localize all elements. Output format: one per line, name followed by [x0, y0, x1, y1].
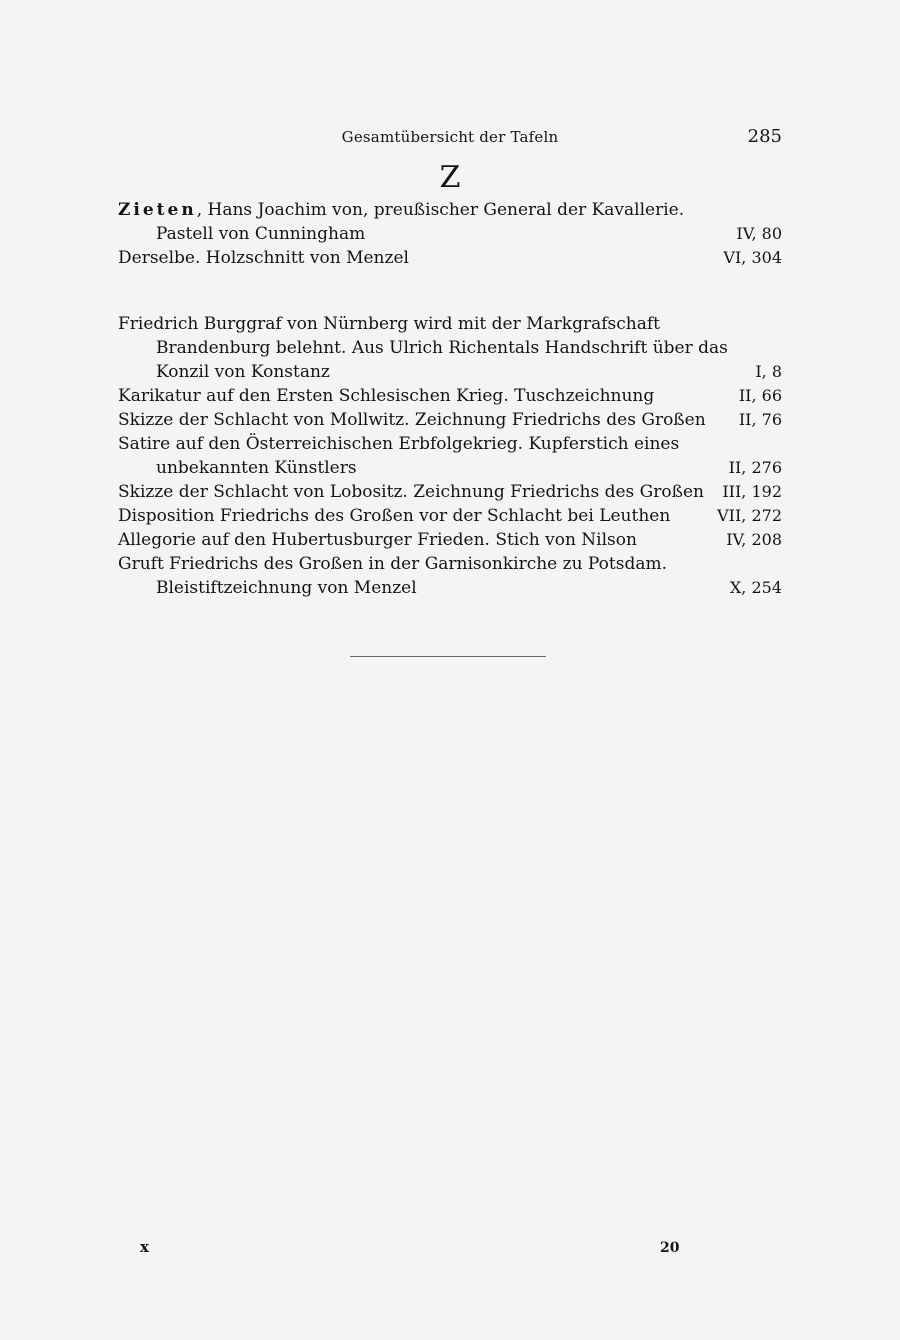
list-item	[118, 408, 782, 432]
entry-text: Karikatur auf den Ersten Schlesischen Krieg. Tuschzeichnung	[118, 386, 655, 406]
entry-text: Friedrich Burggraf von Nürnberg wird mit der Markgrafschaft Brandenburg belehnt. Aus Ulrich Richentals Handschrift über das Konzil von Konstanz	[118, 314, 728, 382]
list-item	[118, 552, 782, 600]
plate-reference: I, 8	[755, 362, 782, 381]
list-item	[118, 384, 782, 408]
list-item	[118, 432, 782, 480]
list-item	[118, 480, 782, 504]
plate-reference: II, 76	[738, 410, 782, 429]
entry-text: Satire auf den Österreichischen Erbfolgekrieg. Kupferstich eines unbekannten Künstlers	[118, 434, 680, 478]
list-item	[118, 246, 782, 270]
plate-reference: II, 66	[738, 386, 782, 405]
section-friedrich-entries	[118, 312, 782, 600]
entry-text: Gruft Friedrichs des Großen in der Garnisonkirche zu Potsdam. Bleistiftzeichnung von Menzel	[118, 554, 668, 598]
plate-reference: X, 254	[729, 578, 782, 597]
entry-text: Allegorie auf den Hubertusburger Frieden. Stich von Nilson	[118, 530, 637, 550]
plate-reference: IV, 80	[736, 224, 782, 243]
entry-text: Skizze der Schlacht von Mollwitz. Zeichnung Friedrichs des Großen	[118, 410, 706, 430]
list-item	[118, 504, 782, 528]
plate-reference: III, 192	[722, 482, 782, 501]
running-title: Gesamtübersicht der Tafeln	[341, 128, 559, 146]
list-item	[118, 528, 782, 552]
plate-reference: VII, 272	[717, 506, 782, 525]
page-number: 285	[747, 126, 782, 147]
section-letter: Z	[439, 160, 461, 195]
list-item	[118, 312, 782, 384]
plate-reference: IV, 208	[726, 530, 782, 549]
list-item	[118, 198, 782, 246]
plate-reference: II, 276	[728, 458, 782, 477]
entry-name: Zieten	[118, 200, 197, 220]
entry-description: , Hans Joachim von, preußischer General der Kavallerie. Pastell von Cunningham	[156, 200, 685, 244]
entry-text	[118, 198, 736, 246]
section-z-entries	[118, 198, 782, 270]
signature-mark: x	[140, 1238, 149, 1256]
sheet-number: 20	[660, 1240, 680, 1256]
entry-text: Disposition Friedrichs des Großen vor der Schlacht bei Leuthen	[118, 506, 671, 526]
divider	[350, 656, 546, 657]
plate-reference: VI, 304	[723, 248, 782, 267]
entry-text: Derselbe. Holzschnitt von Menzel	[118, 248, 409, 268]
entry-text: Skizze der Schlacht von Lobositz. Zeichnung Friedrichs des Großen	[118, 482, 704, 502]
